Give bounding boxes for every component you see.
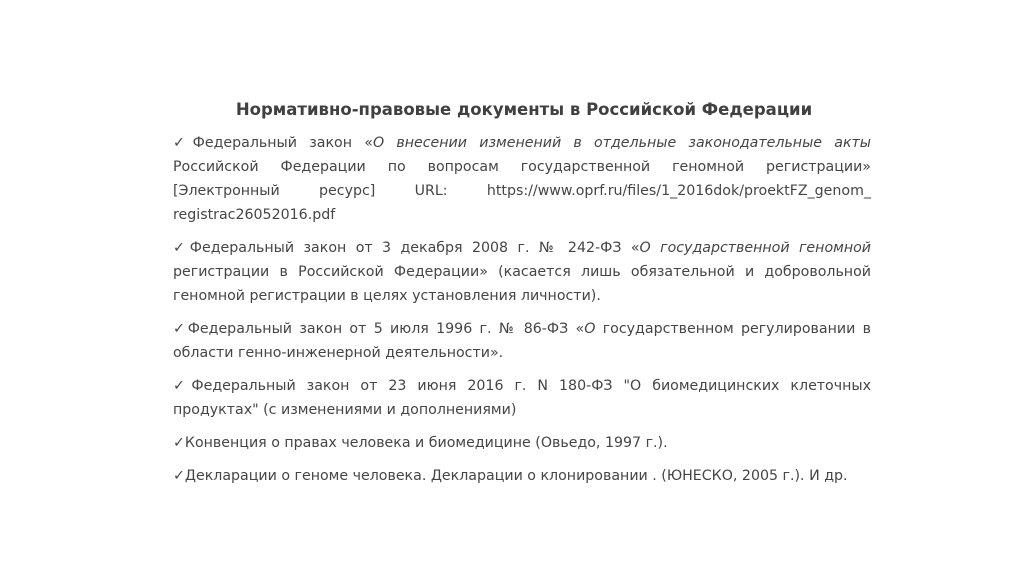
item-text: Федеральный закон «: [192, 135, 373, 151]
item-text: Конвенция о правах человека и биомедицине (Овьедо, 1997 г.).: [184, 435, 668, 451]
item-text: Декларации о геноме человека. Декларации о клонировании . (ЮНЕСКО, 2005 г.). И др.: [184, 468, 848, 484]
list-item: [173, 317, 871, 365]
document-list: [173, 131, 871, 497]
item-text: регистрации в Российской Федерации» (касается лишь обязательной и добровольной геномной регистрации в целях установления личности).: [173, 264, 871, 304]
item-text-italic: О государственной геномной: [639, 240, 871, 256]
list-item: [173, 431, 871, 455]
checkmark-icon: ✓: [173, 435, 185, 451]
item-text-italic: О: [584, 321, 596, 337]
item-text: государственном регулировании в области генно-инженерной деятельности».: [173, 321, 871, 361]
item-text: Российской Федерации по вопросам государственной геномной регистрации» [Электронный ресурс] URL: https://www.oprf.ru/files/1_2016dok/proektFZ_genom_ registrac26052016.pdf: [173, 159, 871, 223]
list-item: [173, 131, 871, 227]
checkmark-icon: ✓: [173, 321, 188, 337]
list-item: [173, 464, 871, 488]
item-text-italic: О внесении изменений в отдельные законодательные акты: [372, 135, 871, 151]
item-text: Федеральный закон от 23 июня 2016 г. N 180-ФЗ "О биомедицинских клеточных продуктах" (с изменениями и дополнениями): [173, 378, 871, 418]
list-item: [173, 236, 871, 308]
item-text: Федеральный закон от 3 декабря 2008 г. № 242-ФЗ «: [189, 240, 640, 256]
checkmark-icon: ✓: [173, 468, 185, 484]
page-title: Нормативно-правовые документы в Российской Федерации: [235, 100, 813, 119]
checkmark-icon: ✓: [173, 378, 192, 394]
list-item: [173, 374, 871, 422]
checkmark-icon: ✓: [173, 240, 190, 256]
item-text: Федеральный закон от 5 июля 1996 г. № 86-ФЗ «: [187, 321, 585, 337]
checkmark-icon: ✓: [173, 135, 193, 151]
